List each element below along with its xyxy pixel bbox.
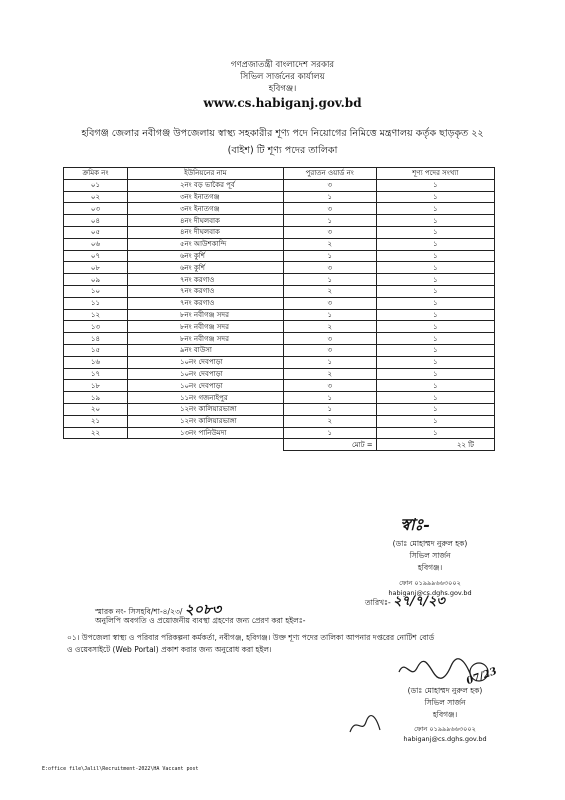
handwritten-date: 07/23 bbox=[465, 665, 499, 688]
union-cell: ৪নং দীঘলবাক bbox=[127, 226, 283, 238]
ward-cell: ২ bbox=[283, 321, 376, 333]
union-cell: ৮নং নবীগঞ্জ সদর bbox=[127, 321, 283, 333]
serial-cell: ০১ bbox=[64, 179, 128, 191]
union-cell: ৯নং বাউসা bbox=[127, 344, 283, 356]
recipient-line-1: ০১। উপজেলা স্বাস্থ্য ও পরিবার পরিকল্পনা কর্মকর্তা, নবীগঞ্জ, হবিগঞ্জ। উক্ত শূণ্য পদের তালিকা আপনার দপ্তরের নোটিশ বোর্ড bbox=[67, 633, 435, 642]
vacancy-cell: ১ bbox=[376, 321, 494, 333]
col-union: ইউনিয়নের নাম bbox=[127, 168, 283, 180]
ward-cell: ৩ bbox=[283, 179, 376, 191]
signer-email: habiganj@cs.dghs.gov.bd bbox=[388, 589, 472, 597]
serial-cell: ০৭ bbox=[64, 250, 128, 262]
table-row bbox=[64, 356, 495, 368]
vacancy-cell: ১ bbox=[376, 403, 494, 415]
serial-cell: ১৯ bbox=[64, 392, 128, 404]
vacancy-cell: ১ bbox=[376, 427, 494, 439]
union-cell: ৫নং আউশকান্দি bbox=[127, 238, 283, 250]
ward-cell: ১ bbox=[283, 392, 376, 404]
ward-cell: ১ bbox=[283, 427, 376, 439]
union-cell: ১০নং দেবপাড়া bbox=[127, 356, 283, 368]
serial-cell: ২২ bbox=[64, 427, 128, 439]
union-cell: ৩নং ইনাতগঞ্জ bbox=[127, 203, 283, 215]
ward-cell: ১ bbox=[283, 309, 376, 321]
total-value: ২২ টি bbox=[376, 439, 494, 451]
vacancy-cell: ১ bbox=[376, 191, 494, 203]
signer-place: হবিগঞ্জ। bbox=[417, 563, 443, 572]
vacancy-cell: ১ bbox=[376, 203, 494, 215]
union-cell: ২নং বড় ভাকৈর পূর্ব bbox=[127, 179, 283, 191]
serial-cell: ১৫ bbox=[64, 344, 128, 356]
signer2-designation: সিভিল সার্জন bbox=[424, 698, 466, 707]
govt-name: গণপ্রজাতন্ত্রী বাংলাদেশ সরকার bbox=[230, 60, 335, 70]
table-row bbox=[64, 191, 495, 203]
vacancy-cell: ১ bbox=[376, 344, 494, 356]
ward-cell: ৩ bbox=[283, 203, 376, 215]
ward-cell: ১ bbox=[283, 215, 376, 227]
total-row bbox=[64, 439, 495, 451]
memo-date bbox=[365, 592, 445, 613]
serial-cell: ০৮ bbox=[64, 262, 128, 274]
serial-cell: ২১ bbox=[64, 415, 128, 427]
table-row bbox=[64, 297, 495, 309]
table-row bbox=[64, 333, 495, 345]
table-row bbox=[64, 309, 495, 321]
ward-cell: ৩ bbox=[283, 262, 376, 274]
memo-date-value: ২৭/৭/২৩ bbox=[393, 594, 445, 609]
union-cell: ১১নং গজনাইপুর bbox=[127, 392, 283, 404]
table-row bbox=[64, 344, 495, 356]
serial-cell: ১৬ bbox=[64, 356, 128, 368]
union-cell: ৭নং করগাও bbox=[127, 285, 283, 297]
union-cell: ১৩নং পানিউমদা bbox=[127, 427, 283, 439]
table-row bbox=[64, 215, 495, 227]
signature-block-1 bbox=[360, 512, 500, 597]
table-row bbox=[64, 262, 495, 274]
ward-cell: ২ bbox=[283, 285, 376, 297]
memo-ref-label: স্মারক নং- সিসহবি/শা-৪/২৩/ bbox=[95, 607, 183, 616]
union-cell: ১০নং দেবপাড়া bbox=[127, 368, 283, 380]
vacancy-cell: ১ bbox=[376, 238, 494, 250]
ward-cell: ২ bbox=[283, 368, 376, 380]
initials-scribble bbox=[348, 712, 384, 738]
table-row bbox=[64, 321, 495, 333]
memo-ref-number: ২০৮৩ bbox=[184, 602, 222, 618]
ward-cell: ৩ bbox=[283, 333, 376, 345]
vacancy-table bbox=[63, 167, 495, 451]
ward-cell: ১ bbox=[283, 191, 376, 203]
copy-forward-text: অনুলিপি অবগতি ও প্রয়োজনীয় ব্যবস্থা গ্রহণের জন্য প্রেরণ করা হইলঃ- bbox=[95, 616, 306, 625]
signature-block-2 bbox=[380, 686, 510, 743]
vacancy-cell: ১ bbox=[376, 262, 494, 274]
vacancy-cell: ১ bbox=[376, 274, 494, 286]
vacancy-cell: ১ bbox=[376, 215, 494, 227]
serial-cell: ২০ bbox=[64, 403, 128, 415]
file-path-footer: E:office file\Jalil\Recruitment-2022\HA Vaccant post bbox=[42, 766, 199, 772]
union-cell: ৬নং কুর্শি bbox=[127, 262, 283, 274]
union-cell: ৪নং দীঘলবাক bbox=[127, 215, 283, 227]
signer2-phone: ফোন ০১৯৯৯৬৬৩০০২ bbox=[414, 725, 476, 733]
serial-cell: ১০ bbox=[64, 285, 128, 297]
vacancy-cell: ১ bbox=[376, 285, 494, 297]
serial-cell: ১৭ bbox=[64, 368, 128, 380]
ward-cell: ৩ bbox=[283, 297, 376, 309]
table-row bbox=[64, 427, 495, 439]
union-cell: ৭নং করগাও bbox=[127, 297, 283, 309]
ward-cell: ৩ bbox=[283, 380, 376, 392]
col-vacancy: শূণ্য পদের সংখ্যা bbox=[376, 168, 494, 180]
union-cell: ৮নং নবীগঞ্জ সদর bbox=[127, 333, 283, 345]
signer2-place: হবিগঞ্জ। bbox=[432, 710, 458, 719]
union-cell: ১২নং কালিয়ারভাঙ্গা bbox=[127, 403, 283, 415]
serial-cell: ০২ bbox=[64, 191, 128, 203]
serial-cell: ১৮ bbox=[64, 380, 128, 392]
vacancy-cell: ১ bbox=[376, 333, 494, 345]
ward-cell: ২ bbox=[283, 415, 376, 427]
serial-cell: ০৫ bbox=[64, 226, 128, 238]
initials-mark bbox=[348, 712, 384, 742]
signature-mark: স্বাঃ- bbox=[400, 515, 430, 534]
vacancy-cell: ১ bbox=[376, 415, 494, 427]
serial-cell: ১১ bbox=[64, 297, 128, 309]
signer-designation: সিভিল সার্জন bbox=[409, 551, 451, 560]
union-cell: ১২নং কালিয়ারভাঙ্গা bbox=[127, 415, 283, 427]
ward-cell: ১ bbox=[283, 356, 376, 368]
total-label: মোট = bbox=[283, 439, 376, 451]
union-cell: ১০নং দেবপাড়া bbox=[127, 380, 283, 392]
signer-phone: ফোন ০১৯৯৯৬৬৩০০২ bbox=[399, 579, 461, 587]
union-cell: ৮নং নবীগঞ্জ সদর bbox=[127, 309, 283, 321]
vacancy-cell: ১ bbox=[376, 392, 494, 404]
table-row bbox=[64, 226, 495, 238]
vacancy-cell: ১ bbox=[376, 179, 494, 191]
document-title bbox=[20, 125, 545, 159]
table-row bbox=[64, 403, 495, 415]
table-row bbox=[64, 380, 495, 392]
col-serial: ক্রমিক নং bbox=[64, 168, 128, 180]
vacancy-cell: ১ bbox=[376, 368, 494, 380]
table-row bbox=[64, 415, 495, 427]
union-cell: ৩নং ইনাতগঞ্জ bbox=[127, 191, 283, 203]
vacancy-cell: ১ bbox=[376, 309, 494, 321]
table-row bbox=[64, 392, 495, 404]
table-row bbox=[64, 179, 495, 191]
signer-name: (ডাঃ মোহাম্মদ নুরুল হক) bbox=[392, 539, 468, 548]
office-name: সিভিল সার্জনের কার্যালয় bbox=[240, 72, 325, 82]
vacancy-cell: ১ bbox=[376, 356, 494, 368]
office-location: হবিগঞ্জ। bbox=[268, 84, 297, 94]
signer2-email: habiganj@cs.dghs.gov.bd bbox=[403, 735, 487, 743]
ward-cell: ১ bbox=[283, 250, 376, 262]
ward-cell: ২ bbox=[283, 238, 376, 250]
vacancy-cell: ১ bbox=[376, 226, 494, 238]
table-row bbox=[64, 250, 495, 262]
vacancy-cell: ১ bbox=[376, 380, 494, 392]
ward-cell: ১ bbox=[283, 403, 376, 415]
serial-cell: ১২ bbox=[64, 309, 128, 321]
table-row bbox=[64, 368, 495, 380]
table-row bbox=[64, 285, 495, 297]
serial-cell: ০৪ bbox=[64, 215, 128, 227]
table-row bbox=[64, 203, 495, 215]
memo-date-label: তারিখঃ- bbox=[365, 598, 391, 607]
ward-cell: ৩ bbox=[283, 226, 376, 238]
signer2-name: (ডাঃ মোহাম্মদ নুরুল হক) bbox=[407, 686, 483, 695]
title-line-1: হবিগঞ্জ জেলার নবীগঞ্জ উপজেলায় স্বাস্থ্য সহকারীর শূণ্য পদে নিয়োগের নিমিত্তে মন্ত্রণালয় কর্তৃক ছাড়কৃত ২২ bbox=[81, 128, 484, 139]
table-header-row bbox=[64, 168, 495, 180]
serial-cell: ১৩ bbox=[64, 321, 128, 333]
recipient-line-2: ও ওয়েবসাইটে (Web Portal) প্রকাশ করার জন্য অনুরোধ করা হইল। bbox=[67, 645, 272, 654]
union-cell: ৭নং করগাও bbox=[127, 274, 283, 286]
vacancy-cell: ১ bbox=[376, 250, 494, 262]
website-url: www.cs.habiganj.gov.bd bbox=[203, 96, 362, 110]
serial-cell: ০৩ bbox=[64, 203, 128, 215]
serial-cell: ১৪ bbox=[64, 333, 128, 345]
title-line-2: (বাইশ) টি শূণ্য পদের তালিকা bbox=[227, 145, 338, 156]
union-cell: ৬নং কুর্শি bbox=[127, 250, 283, 262]
ward-cell: ১ bbox=[283, 274, 376, 286]
table-row bbox=[64, 238, 495, 250]
table-row bbox=[64, 274, 495, 286]
serial-cell: ০৬ bbox=[64, 238, 128, 250]
serial-cell: ০৯ bbox=[64, 274, 128, 286]
vacancy-cell: ১ bbox=[376, 297, 494, 309]
ward-cell: ৩ bbox=[283, 344, 376, 356]
col-ward: পুরাতন ওয়ার্ড নং bbox=[283, 168, 376, 180]
